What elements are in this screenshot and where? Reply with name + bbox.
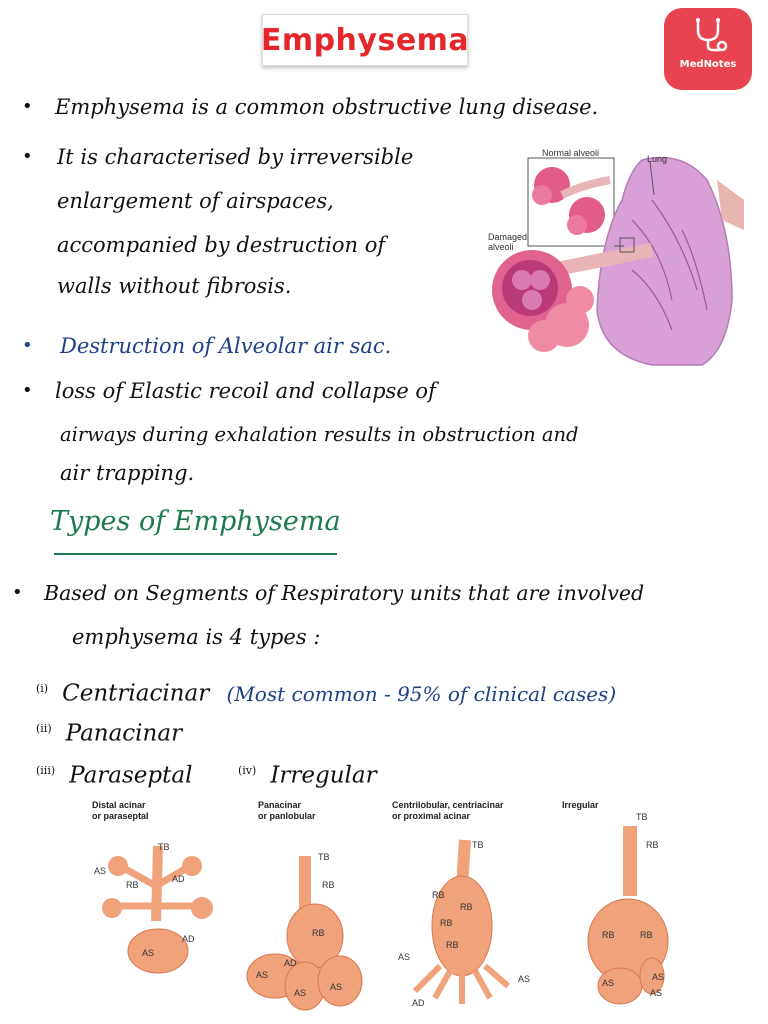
type-marker: (i) <box>36 682 49 695</box>
bullet-4-line-1: loss of Elastic recoil and collapse of <box>55 379 436 403</box>
heading-underline <box>54 553 337 555</box>
type-item-paraseptal <box>36 758 192 789</box>
type-name: Irregular <box>270 762 377 789</box>
label-ad: AD <box>284 958 297 968</box>
label-as: AS <box>398 952 411 962</box>
type-name: Centriacinar <box>62 680 210 707</box>
type-item-panacinar <box>36 716 182 747</box>
type-item-centriacinar <box>36 676 616 707</box>
panel-4-drawing <box>570 826 720 1016</box>
bullet-4-line-3: air trapping. <box>60 461 195 485</box>
bullet-dot: • <box>22 96 33 117</box>
panel-3-title-line-1: Centrilobular, centriacinar <box>392 800 504 810</box>
panel-1-title-line-1: Distal acinar <box>92 800 146 810</box>
label-ad: AD <box>412 998 425 1008</box>
label-as: AS <box>142 948 155 958</box>
types-heading: Types of Emphysema <box>50 506 341 537</box>
panel-3-title-line-2: or proximal acinar <box>392 811 471 821</box>
panel-4-title: Irregular <box>562 800 599 810</box>
bullet-dot: • <box>22 335 33 356</box>
panel-2-title-line-2: or panlobular <box>258 811 316 821</box>
bullet-2-line-3: accompanied by destruction of <box>57 233 386 257</box>
label-as: AS <box>294 988 307 998</box>
bullet-2-line-4: walls without fibrosis. <box>57 274 292 298</box>
bullet-2-line-2: enlargement of airspaces, <box>57 189 334 213</box>
label-tb: TB <box>158 842 170 852</box>
logo-text: MedNotes <box>679 59 737 70</box>
lung-drawing <box>482 140 752 380</box>
label-ad: AD <box>172 874 185 884</box>
type-marker: (ii) <box>36 722 52 735</box>
label-tb: TB <box>318 852 330 862</box>
panel-2-drawing <box>235 826 385 1016</box>
label-rb: RB <box>322 880 335 890</box>
title-box <box>262 14 468 66</box>
type-item-irregular <box>238 758 377 789</box>
label-rb: RB <box>312 928 325 938</box>
bullet-3-line-1: Destruction of Alveolar air sac. <box>60 334 392 358</box>
panel-1-drawing <box>90 826 240 1016</box>
label-normal-alveoli: Normal alveoli <box>542 148 600 158</box>
type-name: Panacinar <box>65 720 183 747</box>
bullet-dot: • <box>12 582 23 603</box>
label-rb: RB <box>432 890 445 900</box>
panel-3-drawing <box>390 826 540 1016</box>
bullet-dot: • <box>22 380 33 401</box>
label-as: AS <box>94 866 107 876</box>
label-tb: TB <box>636 812 648 822</box>
acinus-diagram <box>80 798 760 1018</box>
lung-illustration <box>482 140 752 380</box>
types-intro-line-2: emphysema is 4 types : <box>72 625 321 649</box>
label-rb: RB <box>446 940 459 950</box>
label-lung: Lung <box>647 154 668 164</box>
label-as: AS <box>256 970 269 980</box>
label-as: AS <box>518 974 531 984</box>
type-marker: (iii) <box>36 764 56 777</box>
label-as: AS <box>652 972 665 982</box>
page-title: Emphysema <box>260 22 470 58</box>
label-tb: TB <box>472 840 484 850</box>
label-damaged-alveoli: Damaged alveoli <box>488 232 528 252</box>
mednotes-logo <box>664 8 752 90</box>
types-intro-line-1: Based on Segments of Respiratory units that are involved <box>44 581 645 605</box>
label-as: AS <box>650 988 663 998</box>
panel-1-title-line-2: or paraseptal <box>92 811 149 821</box>
label-rb: RB <box>646 840 659 850</box>
type-note: (Most common - 95% of clinical cases) <box>226 681 617 706</box>
bullet-dot: • <box>22 146 33 167</box>
label-rb: RB <box>440 918 453 928</box>
label-ad: AD <box>182 934 195 944</box>
label-rb: RB <box>602 930 615 940</box>
panel-2-title-line-1: Panacinar <box>258 800 302 810</box>
label-rb: RB <box>460 902 473 912</box>
label-as: AS <box>330 982 343 992</box>
bullet-2-line-1: It is characterised by irreversible <box>57 145 414 169</box>
bullet-4-line-2: airways during exhalation results in obstruction and <box>60 423 579 446</box>
stethoscope-icon <box>688 16 728 52</box>
label-rb: RB <box>126 880 139 890</box>
bullet-1-line-1: Emphysema is a common obstructive lung disease. <box>55 95 599 119</box>
type-name: Paraseptal <box>69 762 193 789</box>
label-rb: RB <box>640 930 653 940</box>
type-marker: (iv) <box>238 764 257 777</box>
label-as: AS <box>602 978 615 988</box>
